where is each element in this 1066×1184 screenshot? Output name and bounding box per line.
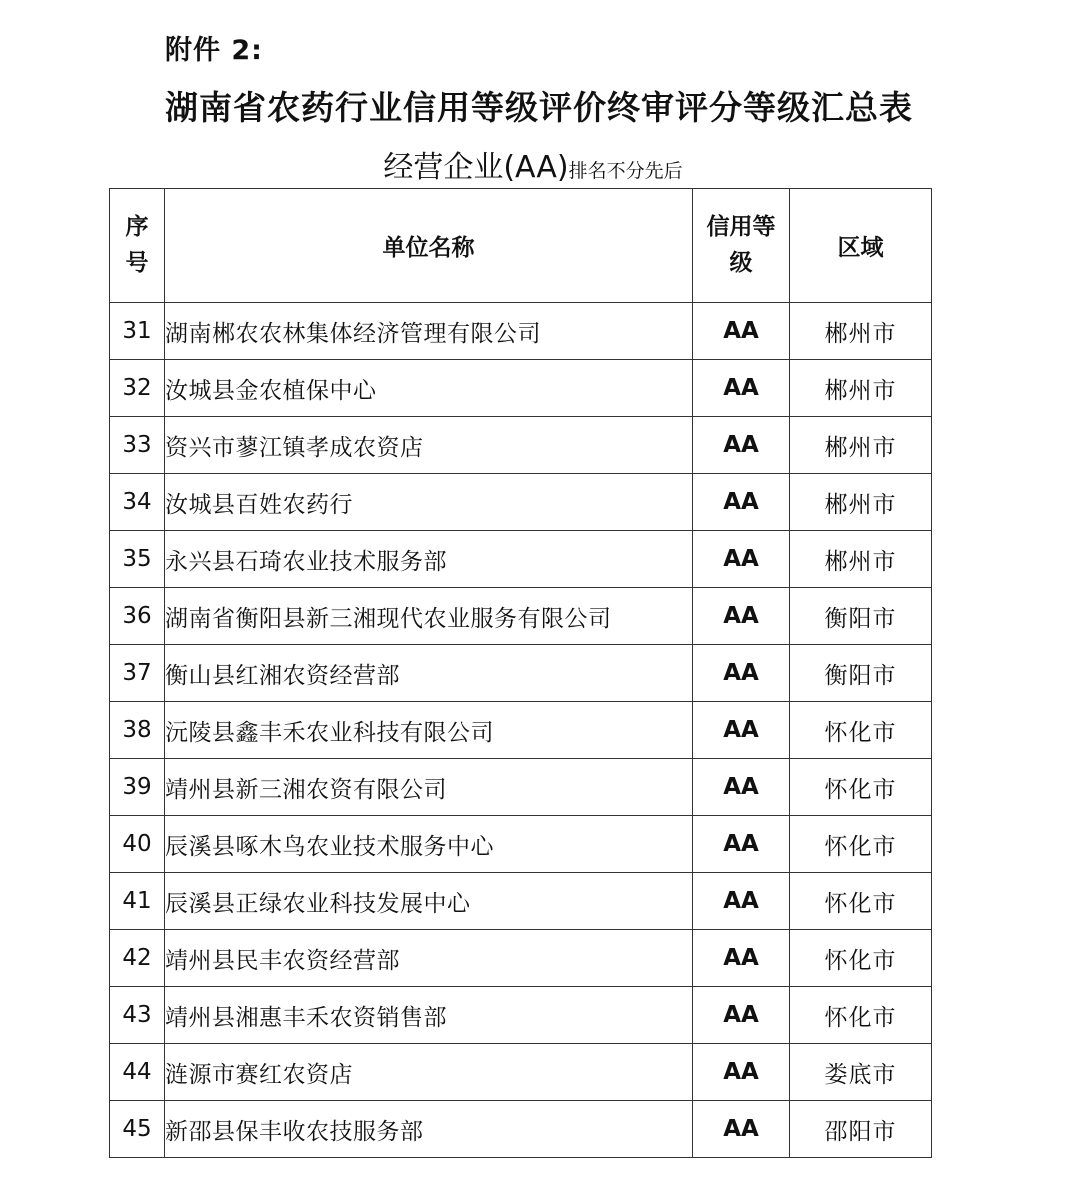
row-grade: AA xyxy=(693,1101,790,1158)
attachment-label: 附件 2: xyxy=(165,35,263,66)
row-index: 41 xyxy=(110,873,165,930)
table-header-row xyxy=(110,189,932,303)
document-title: 湖南省农药行业信用等级评价终审评分等级汇总表 xyxy=(165,88,913,127)
table-row xyxy=(110,645,932,702)
row-company-name: 湖南郴农农林集体经济管理有限公司 xyxy=(165,303,693,360)
row-grade: AA xyxy=(693,816,790,873)
row-region: 郴州市 xyxy=(790,474,932,531)
row-index: 39 xyxy=(110,759,165,816)
rating-table xyxy=(109,188,932,1158)
row-grade: AA xyxy=(693,531,790,588)
row-grade: AA xyxy=(693,474,790,531)
row-region: 怀化市 xyxy=(790,702,932,759)
row-index: 34 xyxy=(110,474,165,531)
table-row xyxy=(110,1044,932,1101)
row-region: 怀化市 xyxy=(790,816,932,873)
row-index: 33 xyxy=(110,417,165,474)
row-index: 36 xyxy=(110,588,165,645)
table-row xyxy=(110,531,932,588)
row-company-name: 新邵县保丰收农技服务部 xyxy=(165,1101,693,1158)
subtitle xyxy=(0,142,1066,186)
row-region: 郴州市 xyxy=(790,417,932,474)
row-region: 怀化市 xyxy=(790,930,932,987)
row-company-name: 辰溪县啄木鸟农业技术服务中心 xyxy=(165,816,693,873)
row-index: 45 xyxy=(110,1101,165,1158)
row-region: 邵阳市 xyxy=(790,1101,932,1158)
header-region: 区域 xyxy=(790,189,932,303)
row-grade: AA xyxy=(693,360,790,417)
row-grade: AA xyxy=(693,759,790,816)
header-name: 单位名称 xyxy=(165,189,693,303)
row-index: 44 xyxy=(110,1044,165,1101)
row-index: 43 xyxy=(110,987,165,1044)
row-region: 郴州市 xyxy=(790,360,932,417)
row-region: 娄底市 xyxy=(790,1044,932,1101)
table-row xyxy=(110,930,932,987)
row-region: 衡阳市 xyxy=(790,588,932,645)
row-company-name: 靖州县民丰农资经营部 xyxy=(165,930,693,987)
header-grade-line-1: 信用等 xyxy=(706,213,776,240)
row-index: 42 xyxy=(110,930,165,987)
table-row xyxy=(110,873,932,930)
table-row xyxy=(110,1101,932,1158)
row-grade: AA xyxy=(693,987,790,1044)
row-region: 怀化市 xyxy=(790,873,932,930)
header-grade-line-2: 级 xyxy=(729,249,753,276)
row-company-name: 沅陵县鑫丰禾农业科技有限公司 xyxy=(165,702,693,759)
row-grade: AA xyxy=(693,303,790,360)
table-row xyxy=(110,588,932,645)
row-grade: AA xyxy=(693,417,790,474)
header-index-line-1: 序 xyxy=(125,213,149,240)
header-index xyxy=(110,189,165,303)
row-company-name: 靖州县新三湘农资有限公司 xyxy=(165,759,693,816)
table-row xyxy=(110,759,932,816)
table-row xyxy=(110,303,932,360)
row-index: 31 xyxy=(110,303,165,360)
row-index: 32 xyxy=(110,360,165,417)
row-grade: AA xyxy=(693,1044,790,1101)
row-region: 衡阳市 xyxy=(790,645,932,702)
row-company-name: 汝城县金农植保中心 xyxy=(165,360,693,417)
row-grade: AA xyxy=(693,702,790,759)
table-row xyxy=(110,816,932,873)
row-grade: AA xyxy=(693,588,790,645)
header-index-line-2: 号 xyxy=(125,249,149,276)
row-company-name: 湖南省衡阳县新三湘现代农业服务有限公司 xyxy=(165,588,693,645)
table-row xyxy=(110,360,932,417)
row-company-name: 永兴县石琦农业技术服务部 xyxy=(165,531,693,588)
row-grade: AA xyxy=(693,930,790,987)
row-company-name: 涟源市赛红农资店 xyxy=(165,1044,693,1101)
row-company-name: 辰溪县正绿农业科技发展中心 xyxy=(165,873,693,930)
row-index: 37 xyxy=(110,645,165,702)
row-region: 郴州市 xyxy=(790,303,932,360)
row-region: 怀化市 xyxy=(790,759,932,816)
header-grade xyxy=(693,189,790,303)
row-index: 40 xyxy=(110,816,165,873)
row-index: 38 xyxy=(110,702,165,759)
subtitle-note: 排名不分先后 xyxy=(568,160,683,182)
row-company-name: 靖州县湘惠丰禾农资销售部 xyxy=(165,987,693,1044)
row-company-name: 汝城县百姓农药行 xyxy=(165,474,693,531)
row-region: 郴州市 xyxy=(790,531,932,588)
row-region: 怀化市 xyxy=(790,987,932,1044)
table-row xyxy=(110,474,932,531)
subtitle-category: 经营企业(AA) xyxy=(383,150,569,185)
row-company-name: 资兴市蓼江镇孝成农资店 xyxy=(165,417,693,474)
row-grade: AA xyxy=(693,645,790,702)
table-row xyxy=(110,417,932,474)
table-row xyxy=(110,702,932,759)
row-index: 35 xyxy=(110,531,165,588)
row-company-name: 衡山县红湘农资经营部 xyxy=(165,645,693,702)
table-row xyxy=(110,987,932,1044)
row-grade: AA xyxy=(693,873,790,930)
